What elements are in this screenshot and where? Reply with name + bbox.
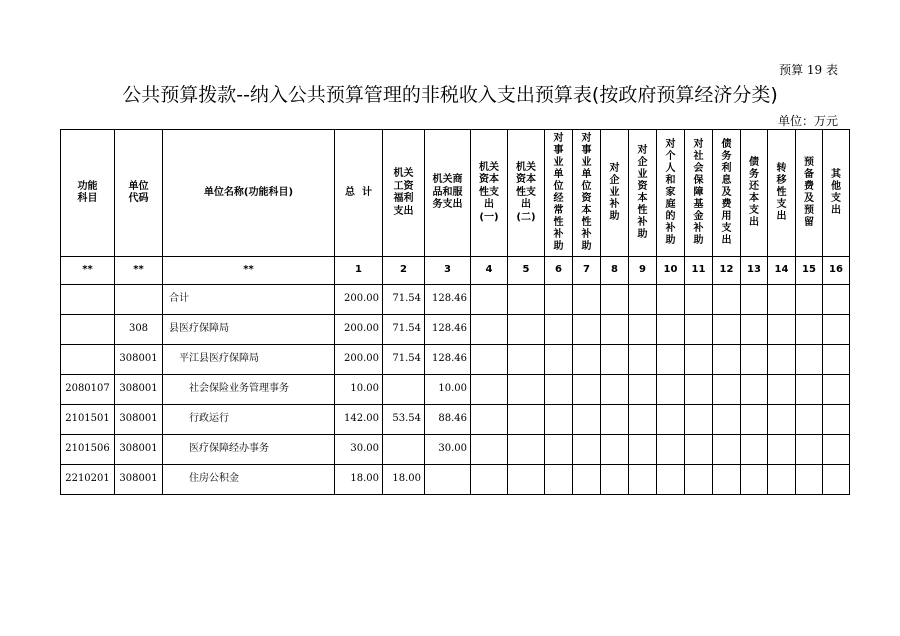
empty-cell xyxy=(768,345,796,375)
empty-cell xyxy=(629,405,657,435)
empty-cell xyxy=(713,375,741,405)
header-col-6: 对事业单位经常性补助 xyxy=(553,132,564,252)
wage-welfare-cell: 71.54 xyxy=(383,345,425,375)
header-cell xyxy=(823,130,850,257)
empty-cell xyxy=(796,315,823,345)
goods-services-cell: 128.46 xyxy=(425,285,471,315)
empty-cell xyxy=(657,375,685,405)
column-number: 13 xyxy=(741,257,768,285)
empty-cell xyxy=(768,465,796,495)
empty-cell xyxy=(823,345,850,375)
header-capital-2: 机关 资本 性支 出 (二) xyxy=(516,161,536,223)
unit-name-cell: 行政运行 xyxy=(163,405,335,435)
function-code-cell xyxy=(61,285,115,315)
empty-cell xyxy=(573,465,601,495)
column-number: 2 xyxy=(383,257,425,285)
column-number: 9 xyxy=(629,257,657,285)
total-cell: 142.00 xyxy=(335,405,383,435)
wage-welfare-cell xyxy=(383,375,425,405)
unit-name-cell: 住房公积金 xyxy=(163,465,335,495)
empty-cell xyxy=(768,405,796,435)
column-number: 8 xyxy=(601,257,629,285)
empty-cell xyxy=(508,285,545,315)
header-row xyxy=(61,130,850,257)
header-cell xyxy=(601,130,629,257)
empty-cell xyxy=(601,375,629,405)
empty-cell xyxy=(471,285,508,315)
empty-cell xyxy=(685,345,713,375)
empty-cell xyxy=(601,285,629,315)
unit-code-cell: 308001 xyxy=(115,405,163,435)
empty-cell xyxy=(573,435,601,465)
header-cell xyxy=(741,130,768,257)
column-number: ** xyxy=(61,257,115,285)
unit-code-cell xyxy=(115,285,163,315)
empty-cell xyxy=(823,405,850,435)
unit-label: 单位：万元 xyxy=(777,114,838,128)
column-number: 10 xyxy=(657,257,685,285)
empty-cell xyxy=(657,435,685,465)
empty-cell xyxy=(796,345,823,375)
table-row xyxy=(61,375,850,405)
unit-name-cell: 县医疗保障局 xyxy=(163,315,335,345)
column-number: ** xyxy=(163,257,335,285)
column-number: ** xyxy=(115,257,163,285)
empty-cell xyxy=(768,315,796,345)
header-col-13: 债务还本支出 xyxy=(749,156,759,228)
empty-cell xyxy=(545,375,573,405)
empty-cell xyxy=(545,345,573,375)
empty-cell xyxy=(741,405,768,435)
table-row xyxy=(61,465,850,495)
column-number: 5 xyxy=(508,257,545,285)
unit-name-cell: 合计 xyxy=(163,285,335,315)
empty-cell xyxy=(629,465,657,495)
header-cell xyxy=(508,130,545,257)
total-cell: 200.00 xyxy=(335,285,383,315)
empty-cell xyxy=(685,465,713,495)
empty-cell xyxy=(629,315,657,345)
empty-cell xyxy=(471,345,508,375)
empty-cell xyxy=(508,375,545,405)
column-number: 1 xyxy=(335,257,383,285)
header-func: 功能 科目 xyxy=(77,180,98,204)
empty-cell xyxy=(508,435,545,465)
empty-cell xyxy=(713,315,741,345)
empty-cell xyxy=(573,315,601,345)
header-cell xyxy=(657,130,685,257)
empty-cell xyxy=(823,285,850,315)
unit-name-cell: 医疗保障经办事务 xyxy=(163,435,335,465)
empty-cell xyxy=(768,375,796,405)
table-row xyxy=(61,285,850,315)
header-cell xyxy=(425,130,471,257)
empty-cell xyxy=(629,345,657,375)
goods-services-cell: 10.00 xyxy=(425,375,471,405)
header-goods: 机关商 品和服 务支出 xyxy=(432,174,463,211)
empty-cell xyxy=(823,375,850,405)
empty-cell xyxy=(471,375,508,405)
unit-code-cell: 308001 xyxy=(115,375,163,405)
header-total: 总 计 xyxy=(345,186,372,198)
header-col-7: 对事业单位资本性补助 xyxy=(581,132,592,252)
empty-cell xyxy=(471,435,508,465)
empty-cell xyxy=(545,285,573,315)
empty-cell xyxy=(741,465,768,495)
empty-cell xyxy=(657,465,685,495)
empty-cell xyxy=(545,315,573,345)
column-number: 3 xyxy=(425,257,471,285)
total-cell: 18.00 xyxy=(335,465,383,495)
unit-code-cell: 308001 xyxy=(115,345,163,375)
empty-cell xyxy=(508,315,545,345)
unit-code-cell: 308 xyxy=(115,315,163,345)
empty-cell xyxy=(713,285,741,315)
total-cell: 200.00 xyxy=(335,315,383,345)
header-code: 单位 代码 xyxy=(128,180,149,204)
column-number-row xyxy=(61,257,850,285)
total-cell: 200.00 xyxy=(335,345,383,375)
empty-cell xyxy=(573,405,601,435)
header-name: 单位名称(功能科目) xyxy=(203,186,294,198)
empty-cell xyxy=(471,465,508,495)
column-number: 4 xyxy=(471,257,508,285)
empty-cell xyxy=(796,285,823,315)
empty-cell xyxy=(471,315,508,345)
empty-cell xyxy=(713,405,741,435)
header-col-12: 债务利息及费用支出 xyxy=(721,138,732,246)
unit-name-cell: 平江县医疗保障局 xyxy=(163,345,335,375)
empty-cell xyxy=(823,465,850,495)
wage-welfare-cell: 71.54 xyxy=(383,285,425,315)
empty-cell xyxy=(796,465,823,495)
empty-cell xyxy=(573,375,601,405)
header-cell xyxy=(545,130,573,257)
header-cell xyxy=(115,130,163,257)
empty-cell xyxy=(545,465,573,495)
header-col-8: 对企业补助 xyxy=(609,162,620,222)
header-col-10: 对个人和家庭的补助 xyxy=(665,138,676,246)
empty-cell xyxy=(768,435,796,465)
column-number: 11 xyxy=(685,257,713,285)
empty-cell xyxy=(685,375,713,405)
empty-cell xyxy=(713,435,741,465)
empty-cell xyxy=(657,315,685,345)
empty-cell xyxy=(657,345,685,375)
empty-cell xyxy=(741,315,768,345)
column-number: 7 xyxy=(573,257,601,285)
goods-services-cell: 128.46 xyxy=(425,315,471,345)
goods-services-cell: 30.00 xyxy=(425,435,471,465)
header-col-14: 转移性支出 xyxy=(776,162,787,222)
header-wage: 机关 工资 福利 支出 xyxy=(393,168,414,217)
empty-cell xyxy=(685,405,713,435)
total-cell: 30.00 xyxy=(335,435,383,465)
total-cell: 10.00 xyxy=(335,375,383,405)
header-cell xyxy=(471,130,508,257)
wage-welfare-cell: 18.00 xyxy=(383,465,425,495)
empty-cell xyxy=(823,315,850,345)
header-cell xyxy=(629,130,657,257)
empty-cell xyxy=(471,405,508,435)
empty-cell xyxy=(601,405,629,435)
empty-cell xyxy=(685,315,713,345)
column-number: 12 xyxy=(713,257,741,285)
header-cell xyxy=(163,130,335,257)
empty-cell xyxy=(741,435,768,465)
empty-cell xyxy=(741,375,768,405)
empty-cell xyxy=(508,465,545,495)
header-col-9: 对企业资本性补助 xyxy=(637,144,648,240)
wage-welfare-cell: 53.54 xyxy=(383,405,425,435)
table-row xyxy=(61,405,850,435)
empty-cell xyxy=(629,285,657,315)
empty-cell xyxy=(508,345,545,375)
unit-code-cell: 308001 xyxy=(115,465,163,495)
table-row xyxy=(61,435,850,465)
budget-table xyxy=(60,129,850,495)
empty-cell xyxy=(823,435,850,465)
table-row xyxy=(61,345,850,375)
table-number: 预算 19 表 xyxy=(779,63,838,77)
empty-cell xyxy=(713,345,741,375)
empty-cell xyxy=(657,405,685,435)
page-title: 公共预算拨款--纳入公共预算管理的非税收入支出预算表(按政府预算经济分类) xyxy=(122,84,778,106)
header-cell xyxy=(61,130,115,257)
column-number: 16 xyxy=(823,257,850,285)
empty-cell xyxy=(601,345,629,375)
empty-cell xyxy=(601,435,629,465)
header-capital-1: 机关 资本 性支 出 (一) xyxy=(479,161,499,223)
empty-cell xyxy=(657,285,685,315)
function-code-cell xyxy=(61,315,115,345)
goods-services-cell: 88.46 xyxy=(425,405,471,435)
function-code-cell xyxy=(61,345,115,375)
header-col-11: 对社会保障基金补助 xyxy=(693,138,704,246)
unit-name-cell: 社会保险业务管理事务 xyxy=(163,375,335,405)
empty-cell xyxy=(573,345,601,375)
empty-cell xyxy=(796,375,823,405)
empty-cell xyxy=(601,315,629,345)
empty-cell xyxy=(573,285,601,315)
empty-cell xyxy=(629,435,657,465)
empty-cell xyxy=(508,405,545,435)
empty-cell xyxy=(545,405,573,435)
header-cell xyxy=(685,130,713,257)
table-row xyxy=(61,315,850,345)
header-col-16: 其他支出 xyxy=(831,168,841,216)
header-cell xyxy=(383,130,425,257)
empty-cell xyxy=(685,285,713,315)
empty-cell xyxy=(768,285,796,315)
function-code-cell: 2210201 xyxy=(61,465,115,495)
wage-welfare-cell: 71.54 xyxy=(383,315,425,345)
column-number: 14 xyxy=(768,257,796,285)
header-cell xyxy=(713,130,741,257)
empty-cell xyxy=(741,345,768,375)
empty-cell xyxy=(629,375,657,405)
unit-code-cell: 308001 xyxy=(115,435,163,465)
header-col-15: 预备费及预留 xyxy=(804,156,814,228)
function-code-cell: 2101501 xyxy=(61,405,115,435)
header-cell xyxy=(796,130,823,257)
empty-cell xyxy=(685,435,713,465)
header-cell xyxy=(335,130,383,257)
empty-cell xyxy=(545,435,573,465)
empty-cell xyxy=(741,285,768,315)
function-code-cell: 2080107 xyxy=(61,375,115,405)
empty-cell xyxy=(796,435,823,465)
empty-cell xyxy=(713,465,741,495)
column-number: 15 xyxy=(796,257,823,285)
header-cell xyxy=(573,130,601,257)
wage-welfare-cell xyxy=(383,435,425,465)
empty-cell xyxy=(601,465,629,495)
header-cell xyxy=(768,130,796,257)
goods-services-cell xyxy=(425,465,471,495)
column-number: 6 xyxy=(545,257,573,285)
goods-services-cell: 128.46 xyxy=(425,345,471,375)
empty-cell xyxy=(796,405,823,435)
function-code-cell: 2101506 xyxy=(61,435,115,465)
